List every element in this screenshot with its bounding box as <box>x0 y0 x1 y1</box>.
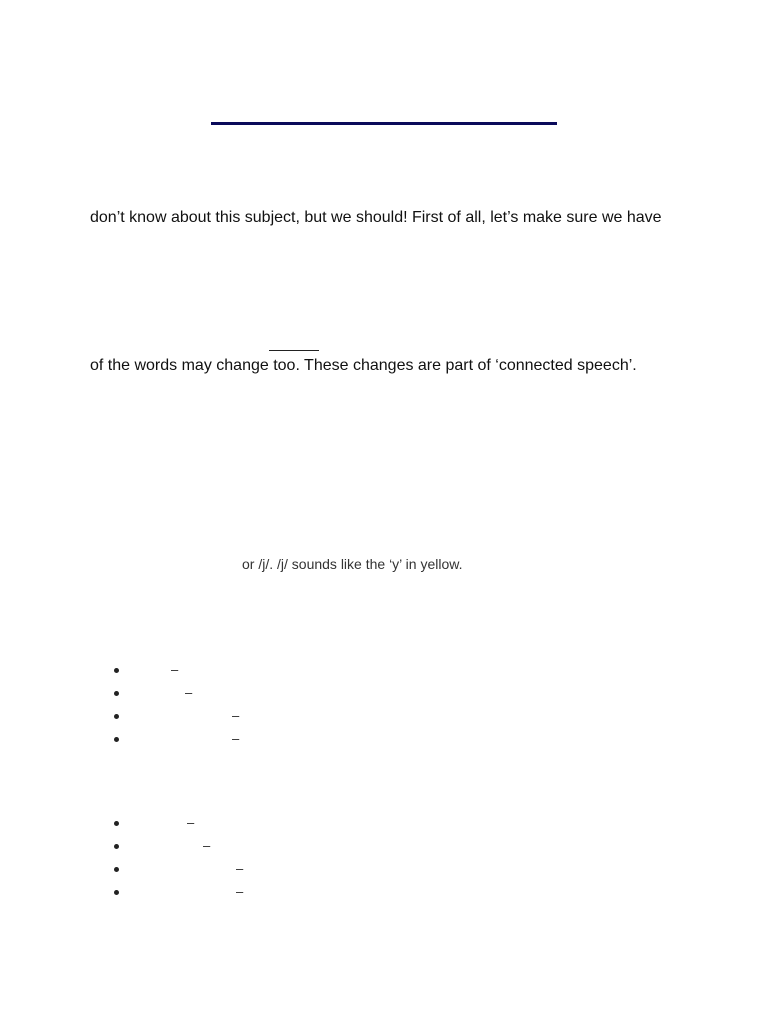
paragraph-connected-speech: of the words may change too. These changes are part of ‘connected speech’. <box>90 357 637 374</box>
dash-separator: – <box>171 662 179 677</box>
dash-separator: – <box>185 685 193 700</box>
bullet-dot-icon <box>114 821 119 826</box>
bullet-dot-icon <box>114 691 119 696</box>
bullet-list-second <box>0 813 400 905</box>
dash-separator: – <box>236 861 244 876</box>
dash-separator: – <box>203 838 211 853</box>
dash-separator: – <box>232 731 240 746</box>
list-item <box>0 882 400 905</box>
caption-yellow: or /j/. /j/ sounds like the ‘y’ in yellow. <box>242 556 463 572</box>
bullet-dot-icon <box>114 737 119 742</box>
list-item <box>0 813 400 836</box>
list-item <box>0 729 400 752</box>
bullet-dot-icon <box>114 844 119 849</box>
dash-separator: – <box>187 815 195 830</box>
bullet-dot-icon <box>114 714 119 719</box>
title-rule <box>211 122 557 125</box>
bullet-list-first <box>0 660 400 752</box>
bullet-dot-icon <box>114 890 119 895</box>
list-item <box>0 836 400 859</box>
list-item <box>0 683 400 706</box>
dash-separator: – <box>232 708 240 723</box>
dash-separator: – <box>236 884 244 899</box>
bullet-dot-icon <box>114 867 119 872</box>
list-item <box>0 859 400 882</box>
bullet-dot-icon <box>114 668 119 673</box>
paragraph-intro: don’t know about this subject, but we should! First of all, let’s make sure we have <box>90 209 662 226</box>
blank-underline <box>269 350 319 351</box>
list-item <box>0 660 400 683</box>
list-item <box>0 706 400 729</box>
